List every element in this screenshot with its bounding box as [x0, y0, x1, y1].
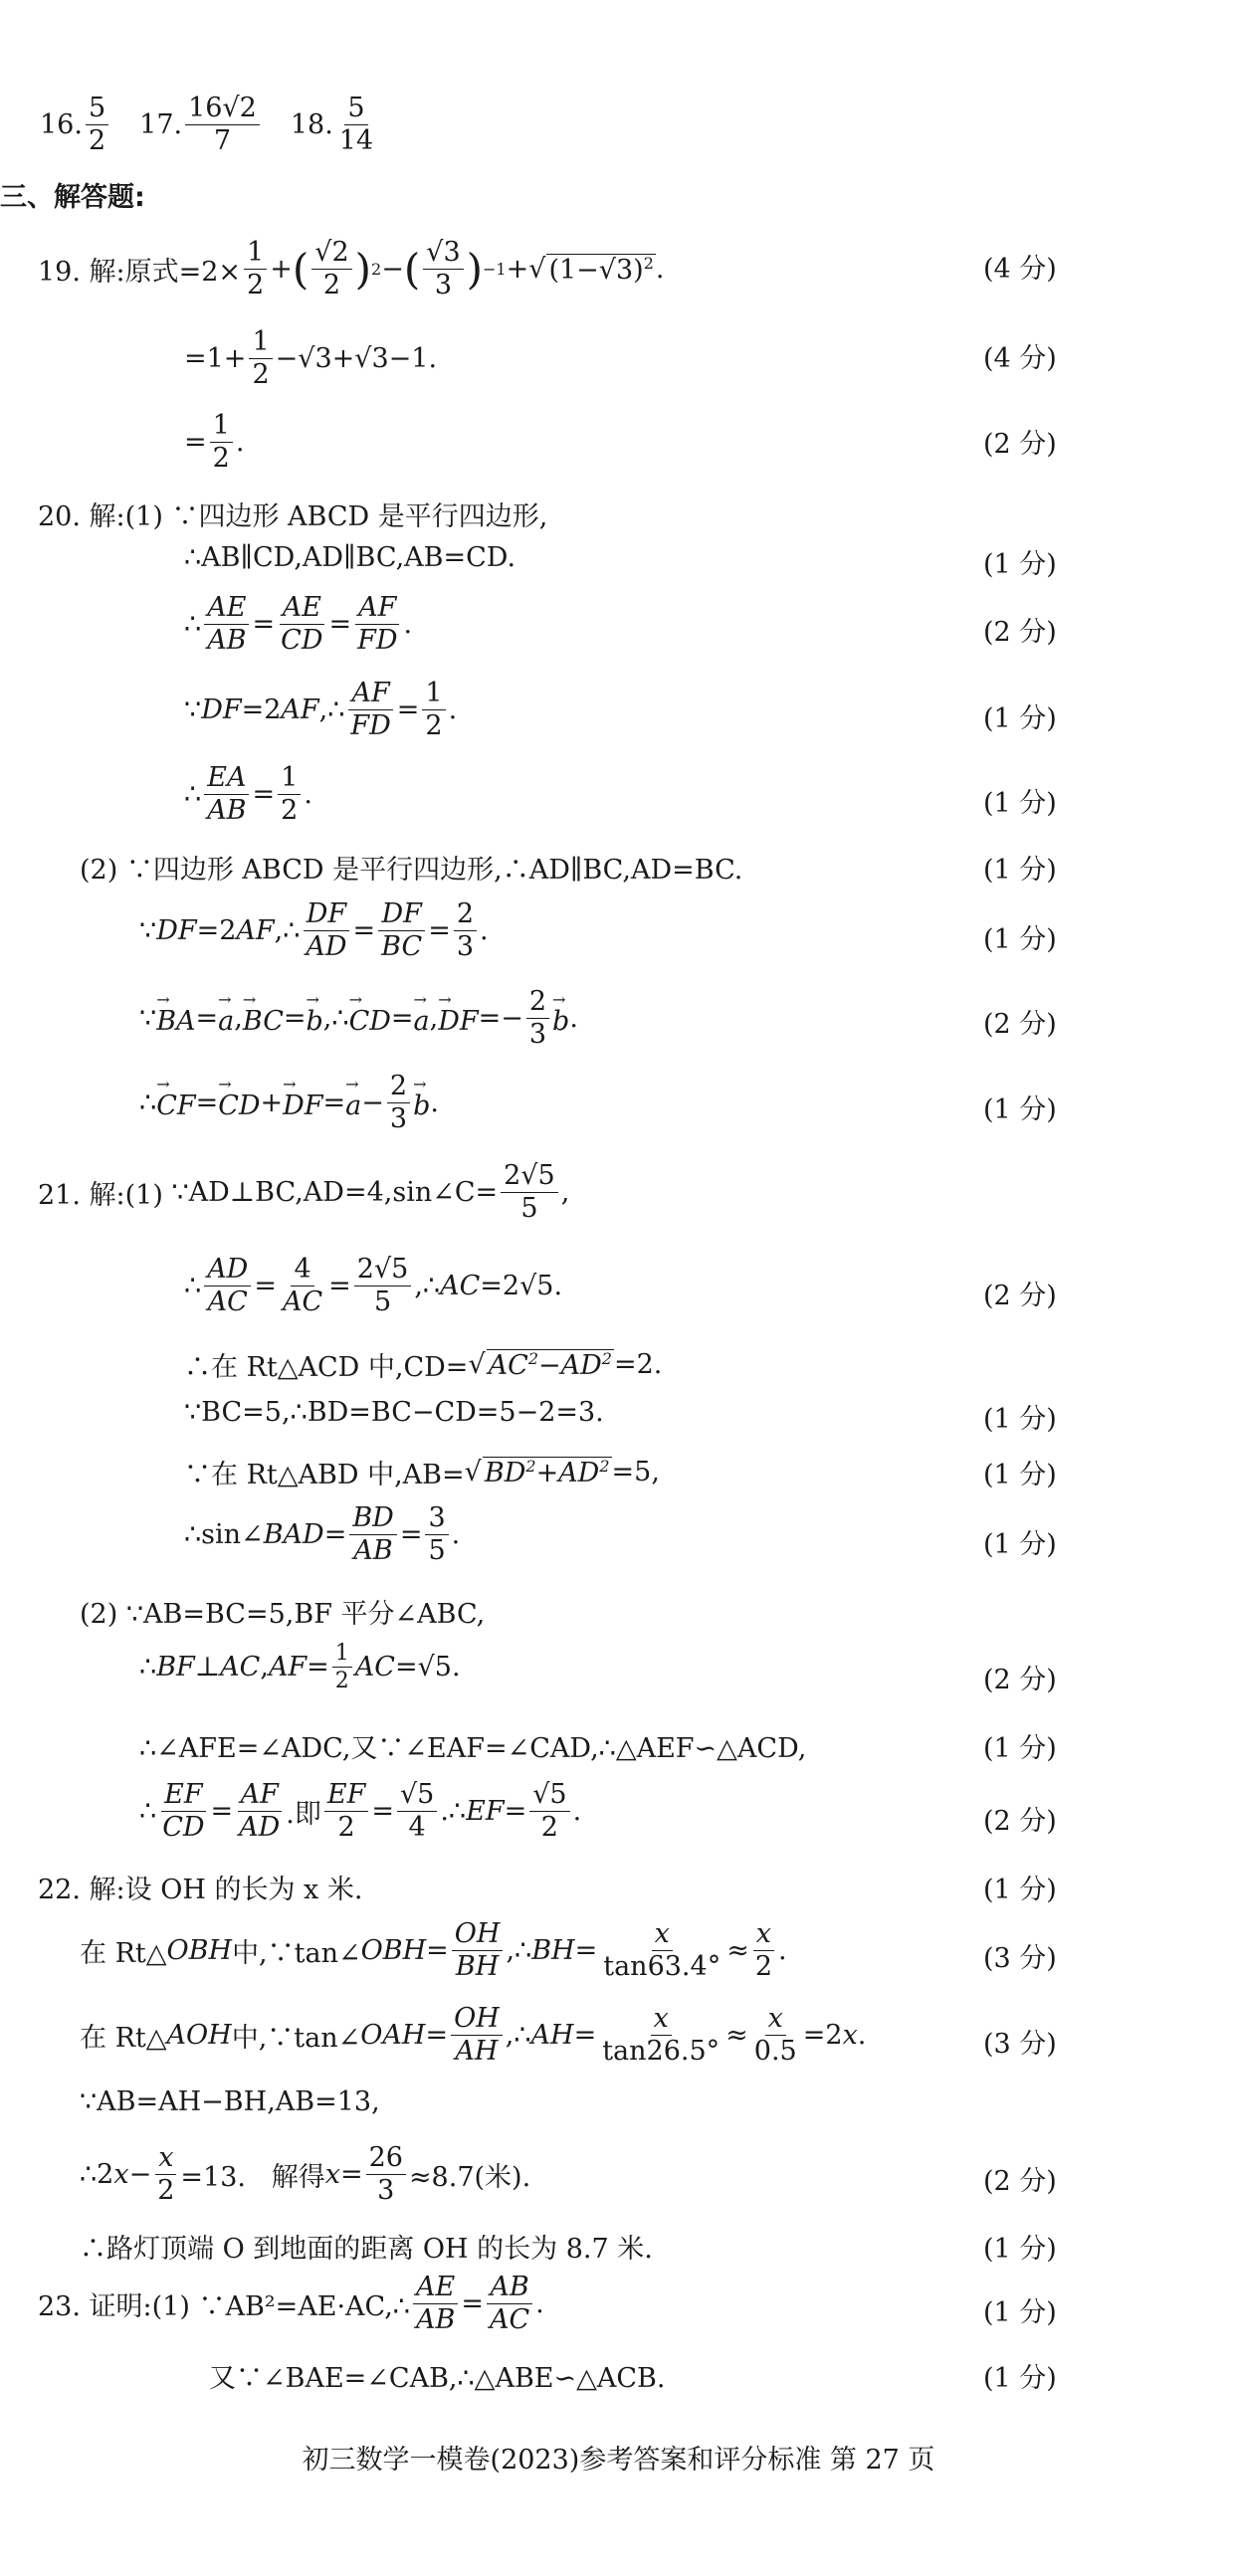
q21-points-5: (1 分) — [983, 1460, 1057, 1490]
answers-16-18 — [40, 95, 379, 156]
q21-line5: ∵在 Rt△ABD 中,AB= √ $BD^2+AD^2$ =5, — [184, 1456, 660, 1490]
q22-line6: ∴路灯顶端 O 到地面的距离 OH 的长为 8.7 米. — [80, 2234, 653, 2265]
q21-line2: ∴ AD AC = 4 AC = 2√5 5 ,∴ AC =2√5. — [184, 1254, 563, 1318]
q23-points-1: (1 分) — [983, 2297, 1057, 2328]
q19-points-1: (4 分) — [983, 254, 1057, 285]
q16-fraction: 5 2 — [86, 95, 108, 156]
q22-line2: 在 Rt△ OBH 中,∵tan∠ OBH = OH BH ,∴ BH = x tan63.4° ≈ x 2 . — [80, 1918, 787, 1983]
q19-points-2: (4 分) — [983, 343, 1057, 374]
q20-line8: ∵ → BA = → a , → BC = → b ,∴ → CD = → a , → DF =− 2 3 → b . — [139, 988, 578, 1050]
q20-line9: ∴ → CF = → CD + → DF = → a − 2 3 → b . — [139, 1073, 439, 1134]
q22-line4: ∵AB=AH−BH,AB=13, — [80, 2086, 380, 2117]
q20-points-6: (1 分) — [983, 855, 1057, 886]
q23-line2: 又∵∠BAE=∠CAB,∴△ABE∽△ACB. — [209, 2363, 666, 2394]
q21-line7: (2) ∵AB=BC=5,BF 平分∠ABC, — [80, 1599, 486, 1630]
q22-points-5: (2 分) — [983, 2166, 1057, 2197]
q21-line8: ∴ BF ⊥ AC , AF = 1 2 AC =√5. — [139, 1641, 461, 1694]
q23-points-2: (1 分) — [983, 2363, 1057, 2394]
q20-points-2: (1 分) — [983, 549, 1057, 580]
q18-label: 18. — [290, 109, 333, 141]
q18-fraction: 5 14 — [338, 93, 374, 157]
q22-points-3: (3 分) — [983, 2029, 1057, 2060]
q17-label: 17. — [139, 109, 183, 141]
q21-line4: ∵BC=5,∴BD=BC−CD=5−2=3. — [184, 1397, 604, 1428]
q20-line4: ∵ DF =2 AF ,∴ AF FD = 1 2 . — [184, 678, 458, 742]
q20-line7: ∵ DF =2 AF ,∴ DF AD = DF BC = 2 3 . — [139, 898, 489, 963]
q20-line6: (2) ∵四边形 ABCD 是平行四边形,∴AD∥BC,AD=BC. — [80, 855, 743, 886]
q20-points-8: (2 分) — [983, 1009, 1057, 1040]
q21-line3: ∴在 Rt△ACD 中,CD= √ $AC^2-AD^2$ =2. — [184, 1348, 663, 1383]
q20-line5: ∴ EA AB = 1 2 . — [184, 762, 312, 827]
q20-line1: 20. 解:(1) ∵四边形 ABCD 是平行四边形, — [38, 501, 548, 532]
q20-points-5: (1 分) — [983, 788, 1057, 819]
q21-line9: ∴∠AFE=∠ADC,又∵∠EAF=∠CAD,∴△AEF∽△ACD, — [139, 1733, 807, 1764]
q20-points-4: (1 分) — [983, 703, 1057, 734]
section-heading: 三、解答题: — [0, 182, 145, 213]
q20-points-7: (1 分) — [983, 924, 1057, 955]
q19-line2: =1+ $\frac{1}{2}$ −√3+√3−1. — [184, 326, 438, 391]
q21-points-9: (1 分) — [983, 1733, 1057, 1764]
q19-points-3: (2 分) — [983, 429, 1057, 460]
page-footer: 初三数学一模卷(2023)参考答案和评分标准 第 27 页 — [302, 2445, 935, 2476]
q22-points-6: (1 分) — [983, 2234, 1057, 2265]
q16-label: 16. — [40, 109, 83, 141]
q17-fraction: 16√2 7 — [185, 95, 260, 156]
q20-line3: ∴ AE AB = AE CD = AF FD . — [184, 592, 413, 657]
q21-line10: ∴ EF CD = AF AD .即 EF 2 = √5 4 .∴ EF = √5 2 . — [139, 1779, 582, 1844]
q21-points-4: (1 分) — [983, 1404, 1057, 1435]
q21-points-6: (1 分) — [983, 1529, 1057, 1560]
q21-line6: ∴sin∠ BAD = BD AB = 3 5 . — [184, 1502, 461, 1567]
q23-line1: 23. 证明:(1) ∵AB²=AE·AC,∴ AE AB = AB AC . — [38, 2272, 544, 2336]
q22-points-2: (3 分) — [983, 1943, 1057, 1974]
q21-points-8: (2 分) — [983, 1665, 1057, 1695]
q19-line1: 19. 解:原式=2× $\frac{1}{2}$ + ( √2 2 ) 2 − ( √3 3 ) −1 +√ $(1-√3)^2$ . — [38, 237, 665, 301]
q22-line5: ∴2 x − x 2 =13. 解得 x = 26 3 ≈8.7(米). — [80, 2142, 531, 2207]
q22-points-1: (1 分) — [983, 1875, 1057, 1905]
q20-points-9: (1 分) — [983, 1094, 1057, 1125]
q19-line3: = $\frac{1}{2}$ . — [184, 410, 245, 475]
q22-line1: 22. 解:设 OH 的长为 x 米. — [38, 1875, 363, 1905]
q21-line1: 21. 解:(1) ∵AD⊥BC,AD=4,sin∠C= $\frac{2√5}{5}$ , — [38, 1160, 570, 1225]
q20-points-3: (2 分) — [983, 617, 1057, 648]
q21-points-2: (2 分) — [983, 1281, 1057, 1311]
q20-line2: ∴AB∥CD,AD∥BC,AB=CD. — [184, 542, 516, 573]
q21-points-10: (2 分) — [983, 1806, 1057, 1837]
q22-line3: 在 Rt△ AOH 中,∵tan∠ OAH = OH AH ,∴ AH = x tan26.5° ≈ x 0.5 =2 x . — [80, 2003, 867, 2068]
